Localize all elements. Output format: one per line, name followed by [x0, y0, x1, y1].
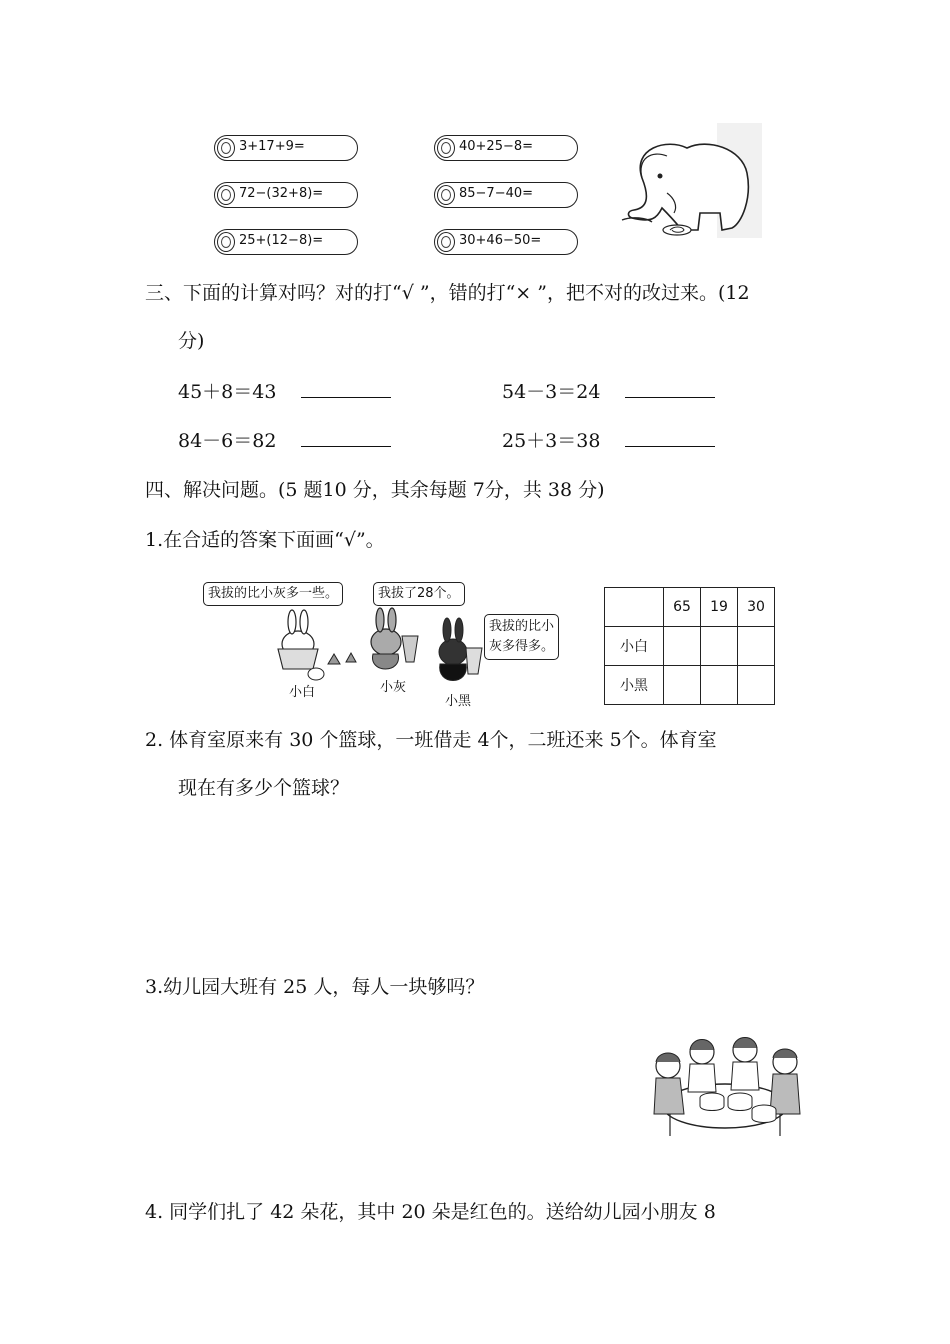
table-header-cell: 30	[738, 588, 775, 627]
answer-cell[interactable]	[701, 627, 738, 666]
answer-cell[interactable]	[664, 627, 701, 666]
expression-log	[214, 135, 358, 161]
speech-bubble	[484, 614, 559, 660]
expression-text: 30+46−50=	[459, 233, 542, 248]
speech-bubble: 我拔了28个。	[373, 582, 465, 606]
question-4: 4. 同学们扎了 42 朵花，其中 20 朵是红色的。送给幼儿园小朋友 8	[145, 1201, 716, 1223]
question-2-cont: 现在有多少个篮球？	[178, 777, 350, 799]
table-row	[605, 627, 775, 666]
table-row-label: 小黑	[605, 666, 664, 705]
table-header-cell: 65	[664, 588, 701, 627]
speech-bubble: 我拔的比小灰多一些。	[203, 582, 343, 606]
log-end-icon	[217, 185, 235, 205]
rabbit-name: 小白	[289, 685, 316, 700]
expression-text: 40+25−8=	[459, 139, 534, 154]
answer-cell[interactable]	[738, 627, 775, 666]
log-end-icon	[217, 138, 235, 158]
section-3-heading: 三、下面的计算对吗？对的打“√ ”，错的打“× ”，把不对的改过来。(12	[145, 282, 750, 304]
answer-table	[604, 587, 775, 705]
expression-log	[434, 135, 578, 161]
calc-expression: 45＋8＝43	[178, 381, 277, 403]
table-header-row	[605, 588, 775, 627]
table-corner-cell	[605, 588, 664, 627]
rabbit-name: 小黑	[445, 694, 472, 709]
answer-blank[interactable]	[301, 428, 391, 447]
log-end-icon	[437, 138, 455, 158]
section-4-heading: 四、解决问题。(5 题10 分，其余每题 7分，共 38 分)	[145, 479, 605, 501]
question-3: 3.幼儿园大班有 25 人，每人一块够吗？	[145, 976, 485, 998]
expression-text: 25+(12−8)=	[239, 233, 324, 248]
calc-item	[178, 428, 391, 453]
expression-text: 3+17+9=	[239, 139, 305, 154]
calc-expression: 84－6＝82	[178, 430, 277, 452]
rabbit-name: 小灰	[380, 680, 407, 695]
expression-log	[434, 182, 578, 208]
answer-blank[interactable]	[301, 379, 391, 398]
calc-expression: 54－3＝24	[502, 381, 601, 403]
expression-text: 85−7−40=	[459, 186, 534, 201]
section-3-heading-cont: 分)	[178, 330, 205, 352]
question-1: 1.在合适的答案下面画“√”。	[145, 529, 385, 551]
expression-log	[434, 229, 578, 255]
speech-bubble-line: 我拔的比小	[489, 619, 555, 634]
calc-item	[502, 428, 715, 453]
question-2: 2. 体育室原来有 30 个篮球，一班借走 4个，二班还来 5个。体育室	[145, 729, 717, 751]
log-end-icon	[437, 232, 455, 252]
answer-cell[interactable]	[664, 666, 701, 705]
expression-log	[214, 182, 358, 208]
elephant-illustration	[612, 118, 764, 248]
answer-blank[interactable]	[625, 428, 715, 447]
answer-blank[interactable]	[625, 379, 715, 398]
answer-cell[interactable]	[701, 666, 738, 705]
table-row-label: 小白	[605, 627, 664, 666]
calc-item	[178, 379, 391, 404]
expression-text: 72−(32+8)=	[239, 186, 324, 201]
speech-bubble-line: 灰多得多。	[489, 639, 555, 654]
calc-expression: 25＋3＝38	[502, 430, 601, 452]
children-table-illustration	[640, 1026, 810, 1138]
log-end-icon	[437, 185, 455, 205]
table-header-cell: 19	[701, 588, 738, 627]
expression-log	[214, 229, 358, 255]
calc-item	[502, 379, 715, 404]
table-row	[605, 666, 775, 705]
log-end-icon	[217, 232, 235, 252]
answer-cell[interactable]	[738, 666, 775, 705]
